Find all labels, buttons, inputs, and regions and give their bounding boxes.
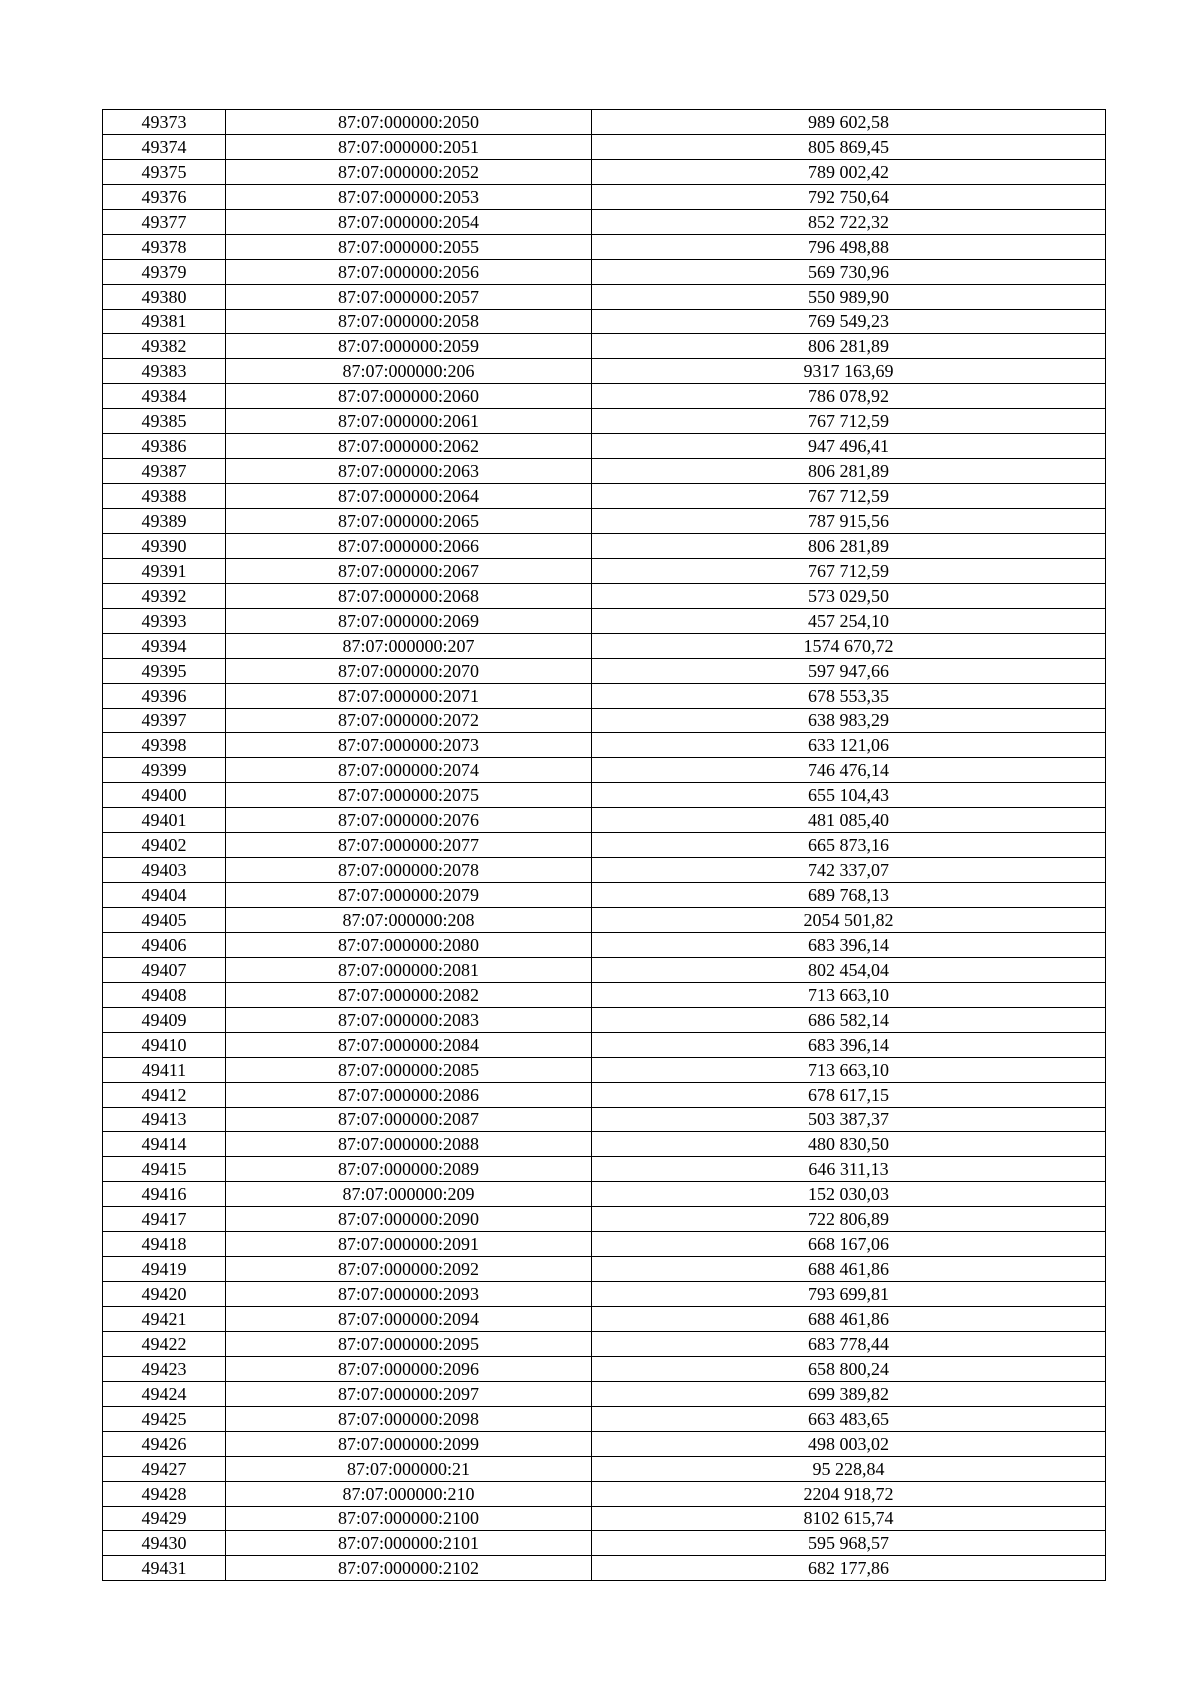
cadastral-number-cell: 87:07:000000:2052 <box>226 159 592 184</box>
cadastral-value-cell: 805 869,45 <box>592 134 1106 159</box>
cadastral-number-cell: 87:07:000000:2053 <box>226 184 592 209</box>
row-number-cell: 49398 <box>103 733 226 758</box>
row-number-cell: 49377 <box>103 209 226 234</box>
cadastral-value-cell: 806 281,89 <box>592 459 1106 484</box>
cadastral-value-cell: 686 582,14 <box>592 1007 1106 1032</box>
cadastral-number-cell: 87:07:000000:2101 <box>226 1531 592 1556</box>
cadastral-value-cell: 989 602,58 <box>592 110 1106 135</box>
table-row <box>103 309 1106 334</box>
cadastral-number-cell: 87:07:000000:2090 <box>226 1207 592 1232</box>
table-row <box>103 1381 1106 1406</box>
row-number-cell: 49414 <box>103 1132 226 1157</box>
cadastral-number-cell: 87:07:000000:2074 <box>226 758 592 783</box>
cadastral-value-cell: 713 663,10 <box>592 982 1106 1007</box>
row-number-cell: 49423 <box>103 1356 226 1381</box>
cadastral-value-cell: 699 389,82 <box>592 1381 1106 1406</box>
cadastral-value-cell: 767 712,59 <box>592 409 1106 434</box>
cadastral-value-cell: 569 730,96 <box>592 259 1106 284</box>
cadastral-value-cell: 786 078,92 <box>592 384 1106 409</box>
row-number-cell: 49380 <box>103 284 226 309</box>
cadastral-value-cell: 682 177,86 <box>592 1556 1106 1581</box>
cadastral-number-cell: 87:07:000000:2082 <box>226 982 592 1007</box>
cadastral-value-cell: 457 254,10 <box>592 608 1106 633</box>
table-row <box>103 110 1106 135</box>
table-row <box>103 484 1106 509</box>
table-row <box>103 434 1106 459</box>
table-row <box>103 1257 1106 1282</box>
cadastral-number-cell: 87:07:000000:2067 <box>226 558 592 583</box>
table-row <box>103 1331 1106 1356</box>
table-row <box>103 1431 1106 1456</box>
cadastral-number-cell: 87:07:000000:2073 <box>226 733 592 758</box>
row-number-cell: 49411 <box>103 1057 226 1082</box>
table-row <box>103 234 1106 259</box>
cadastral-number-cell: 87:07:000000:2083 <box>226 1007 592 1032</box>
table-row <box>103 1556 1106 1581</box>
row-number-cell: 49393 <box>103 608 226 633</box>
cadastral-value-cell: 688 461,86 <box>592 1257 1106 1282</box>
cadastral-value-cell: 792 750,64 <box>592 184 1106 209</box>
cadastral-value-cell: 481 085,40 <box>592 808 1106 833</box>
cadastral-value-cell: 796 498,88 <box>592 234 1106 259</box>
table-row <box>103 783 1106 808</box>
table-row <box>103 259 1106 284</box>
cadastral-number-cell: 87:07:000000:2080 <box>226 932 592 957</box>
table-row <box>103 459 1106 484</box>
cadastral-number-cell: 87:07:000000:2061 <box>226 409 592 434</box>
cadastral-number-cell: 87:07:000000:2095 <box>226 1331 592 1356</box>
cadastral-value-cell: 793 699,81 <box>592 1282 1106 1307</box>
table-row <box>103 1157 1106 1182</box>
cadastral-number-cell: 87:07:000000:2072 <box>226 708 592 733</box>
cadastral-value-cell: 742 337,07 <box>592 858 1106 883</box>
cadastral-number-cell: 87:07:000000:2087 <box>226 1107 592 1132</box>
cadastral-value-cell: 595 968,57 <box>592 1531 1106 1556</box>
cadastral-number-cell: 87:07:000000:2054 <box>226 209 592 234</box>
cadastral-value-cell: 498 003,02 <box>592 1431 1106 1456</box>
cadastral-number-cell: 87:07:000000:2051 <box>226 134 592 159</box>
table-row <box>103 1107 1106 1132</box>
cadastral-number-cell: 87:07:000000:2079 <box>226 883 592 908</box>
cadastral-number-cell: 87:07:000000:2060 <box>226 384 592 409</box>
table-row <box>103 209 1106 234</box>
cadastral-value-cell: 633 121,06 <box>592 733 1106 758</box>
cadastral-number-cell: 87:07:000000:2066 <box>226 533 592 558</box>
row-number-cell: 49408 <box>103 982 226 1007</box>
row-number-cell: 49395 <box>103 658 226 683</box>
cadastral-number-cell: 87:07:000000:2093 <box>226 1282 592 1307</box>
row-number-cell: 49379 <box>103 259 226 284</box>
cadastral-value-cell: 806 281,89 <box>592 533 1106 558</box>
table-row <box>103 533 1106 558</box>
cadastral-value-cell: 683 396,14 <box>592 1032 1106 1057</box>
row-number-cell: 49431 <box>103 1556 226 1581</box>
table-row <box>103 683 1106 708</box>
cadastral-number-cell: 87:07:000000:2059 <box>226 334 592 359</box>
row-number-cell: 49388 <box>103 484 226 509</box>
table-row <box>103 1356 1106 1381</box>
cadastral-value-cell: 668 167,06 <box>592 1232 1106 1257</box>
cadastral-value-cell: 663 483,65 <box>592 1406 1106 1431</box>
cadastral-number-cell: 87:07:000000:2068 <box>226 583 592 608</box>
cadastral-number-cell: 87:07:000000:2088 <box>226 1132 592 1157</box>
cadastral-value-cell: 688 461,86 <box>592 1307 1106 1332</box>
row-number-cell: 49396 <box>103 683 226 708</box>
row-number-cell: 49394 <box>103 633 226 658</box>
cadastral-number-cell: 87:07:000000:2086 <box>226 1082 592 1107</box>
cadastral-number-cell: 87:07:000000:2085 <box>226 1057 592 1082</box>
cadastral-value-cell: 646 311,13 <box>592 1157 1106 1182</box>
cadastral-number-cell: 87:07:000000:2056 <box>226 259 592 284</box>
cadastral-value-cell: 638 983,29 <box>592 708 1106 733</box>
cadastral-value-cell: 769 549,23 <box>592 309 1106 334</box>
cadastral-number-cell: 87:07:000000:207 <box>226 633 592 658</box>
cadastral-value-cell: 152 030,03 <box>592 1182 1106 1207</box>
cadastral-number-cell: 87:07:000000:2064 <box>226 484 592 509</box>
cadastral-value-cell: 665 873,16 <box>592 833 1106 858</box>
cadastral-number-cell: 87:07:000000:2099 <box>226 1431 592 1456</box>
table-row <box>103 833 1106 858</box>
cadastral-value-cell: 713 663,10 <box>592 1057 1106 1082</box>
table-row <box>103 982 1106 1007</box>
row-number-cell: 49409 <box>103 1007 226 1032</box>
table-row <box>103 708 1106 733</box>
cadastral-value-cell: 480 830,50 <box>592 1132 1106 1157</box>
cadastral-number-cell: 87:07:000000:2070 <box>226 658 592 683</box>
table-row <box>103 134 1106 159</box>
cadastral-number-cell: 87:07:000000:2084 <box>226 1032 592 1057</box>
table-row <box>103 583 1106 608</box>
cadastral-value-cell: 573 029,50 <box>592 583 1106 608</box>
row-number-cell: 49390 <box>103 533 226 558</box>
row-number-cell: 49378 <box>103 234 226 259</box>
cadastral-number-cell: 87:07:000000:2069 <box>226 608 592 633</box>
cadastral-value-cell: 789 002,42 <box>592 159 1106 184</box>
cadastral-value-cell: 2204 918,72 <box>592 1481 1106 1506</box>
row-number-cell: 49420 <box>103 1282 226 1307</box>
row-number-cell: 49430 <box>103 1531 226 1556</box>
cadastral-value-cell: 678 553,35 <box>592 683 1106 708</box>
cadastral-number-cell: 87:07:000000:2089 <box>226 1157 592 1182</box>
cadastral-value-cell: 689 768,13 <box>592 883 1106 908</box>
row-number-cell: 49385 <box>103 409 226 434</box>
table-row <box>103 957 1106 982</box>
table-row <box>103 1506 1106 1531</box>
cadastral-number-cell: 87:07:000000:2057 <box>226 284 592 309</box>
table-row <box>103 908 1106 933</box>
cadastral-value-cell: 683 778,44 <box>592 1331 1106 1356</box>
table-row <box>103 1456 1106 1481</box>
cadastral-number-cell: 87:07:000000:21 <box>226 1456 592 1481</box>
cadastral-value-cell: 8102 615,74 <box>592 1506 1106 1531</box>
table-row <box>103 1481 1106 1506</box>
cadastral-number-cell: 87:07:000000:2063 <box>226 459 592 484</box>
row-number-cell: 49425 <box>103 1406 226 1431</box>
table-row <box>103 1132 1106 1157</box>
row-number-cell: 49375 <box>103 159 226 184</box>
cadastral-number-cell: 87:07:000000:2075 <box>226 783 592 808</box>
cadastral-number-cell: 87:07:000000:2097 <box>226 1381 592 1406</box>
row-number-cell: 49428 <box>103 1481 226 1506</box>
table-row <box>103 733 1106 758</box>
row-number-cell: 49429 <box>103 1506 226 1531</box>
row-number-cell: 49427 <box>103 1456 226 1481</box>
row-number-cell: 49387 <box>103 459 226 484</box>
table-row <box>103 409 1106 434</box>
row-number-cell: 49424 <box>103 1381 226 1406</box>
table-row <box>103 633 1106 658</box>
table-row <box>103 284 1106 309</box>
cadastral-value-cell: 655 104,43 <box>592 783 1106 808</box>
row-number-cell: 49374 <box>103 134 226 159</box>
row-number-cell: 49373 <box>103 110 226 135</box>
cadastral-value-cell: 1574 670,72 <box>592 633 1106 658</box>
cadastral-value-cell: 802 454,04 <box>592 957 1106 982</box>
row-number-cell: 49391 <box>103 558 226 583</box>
cadastral-number-cell: 87:07:000000:2065 <box>226 509 592 534</box>
row-number-cell: 49415 <box>103 1157 226 1182</box>
row-number-cell: 49397 <box>103 708 226 733</box>
row-number-cell: 49418 <box>103 1232 226 1257</box>
table-row <box>103 1406 1106 1431</box>
cadastral-value-cell: 746 476,14 <box>592 758 1106 783</box>
cadastral-number-cell: 87:07:000000:2055 <box>226 234 592 259</box>
cadastral-value-cell: 597 947,66 <box>592 658 1106 683</box>
row-number-cell: 49422 <box>103 1331 226 1356</box>
table-row <box>103 334 1106 359</box>
table-row <box>103 1531 1106 1556</box>
cadastral-value-cell: 947 496,41 <box>592 434 1106 459</box>
cadastral-value-cell: 678 617,15 <box>592 1082 1106 1107</box>
cadastral-value-cell: 722 806,89 <box>592 1207 1106 1232</box>
cadastral-number-cell: 87:07:000000:206 <box>226 359 592 384</box>
cadastral-value-table <box>102 109 1106 1581</box>
cadastral-value-cell: 503 387,37 <box>592 1107 1106 1132</box>
table-row <box>103 1207 1106 1232</box>
table-row <box>103 1307 1106 1332</box>
row-number-cell: 49376 <box>103 184 226 209</box>
table-row <box>103 808 1106 833</box>
cadastral-number-cell: 87:07:000000:2071 <box>226 683 592 708</box>
row-number-cell: 49417 <box>103 1207 226 1232</box>
cadastral-number-cell: 87:07:000000:2100 <box>226 1506 592 1531</box>
cadastral-value-cell: 683 396,14 <box>592 932 1106 957</box>
cadastral-value-cell: 550 989,90 <box>592 284 1106 309</box>
cadastral-value-cell: 806 281,89 <box>592 334 1106 359</box>
cadastral-number-cell: 87:07:000000:2102 <box>226 1556 592 1581</box>
cadastral-number-cell: 87:07:000000:208 <box>226 908 592 933</box>
cadastral-number-cell: 87:07:000000:2092 <box>226 1257 592 1282</box>
row-number-cell: 49403 <box>103 858 226 883</box>
table-row <box>103 184 1106 209</box>
row-number-cell: 49413 <box>103 1107 226 1132</box>
row-number-cell: 49381 <box>103 309 226 334</box>
row-number-cell: 49383 <box>103 359 226 384</box>
table-row <box>103 1007 1106 1032</box>
cadastral-number-cell: 87:07:000000:2098 <box>226 1406 592 1431</box>
row-number-cell: 49426 <box>103 1431 226 1456</box>
cadastral-number-cell: 87:07:000000:2077 <box>226 833 592 858</box>
row-number-cell: 49412 <box>103 1082 226 1107</box>
row-number-cell: 49405 <box>103 908 226 933</box>
cadastral-value-cell: 852 722,32 <box>592 209 1106 234</box>
table-row <box>103 658 1106 683</box>
row-number-cell: 49406 <box>103 932 226 957</box>
table-body <box>103 110 1106 1581</box>
cadastral-value-cell: 9317 163,69 <box>592 359 1106 384</box>
table-row <box>103 758 1106 783</box>
row-number-cell: 49392 <box>103 583 226 608</box>
cadastral-value-cell: 95 228,84 <box>592 1456 1106 1481</box>
cadastral-number-cell: 87:07:000000:2058 <box>226 309 592 334</box>
cadastral-number-cell: 87:07:000000:210 <box>226 1481 592 1506</box>
cadastral-number-cell: 87:07:000000:2091 <box>226 1232 592 1257</box>
cadastral-number-cell: 87:07:000000:2076 <box>226 808 592 833</box>
table-row <box>103 1032 1106 1057</box>
row-number-cell: 49400 <box>103 783 226 808</box>
table-row <box>103 509 1106 534</box>
row-number-cell: 49407 <box>103 957 226 982</box>
cadastral-number-cell: 87:07:000000:2062 <box>226 434 592 459</box>
row-number-cell: 49416 <box>103 1182 226 1207</box>
table-row <box>103 1232 1106 1257</box>
table-row <box>103 384 1106 409</box>
row-number-cell: 49384 <box>103 384 226 409</box>
cadastral-number-cell: 87:07:000000:209 <box>226 1182 592 1207</box>
row-number-cell: 49404 <box>103 883 226 908</box>
cadastral-value-cell: 658 800,24 <box>592 1356 1106 1381</box>
row-number-cell: 49386 <box>103 434 226 459</box>
table-row <box>103 858 1106 883</box>
row-number-cell: 49421 <box>103 1307 226 1332</box>
row-number-cell: 49401 <box>103 808 226 833</box>
row-number-cell: 49399 <box>103 758 226 783</box>
table-row <box>103 1082 1106 1107</box>
table-row <box>103 558 1106 583</box>
table-row <box>103 159 1106 184</box>
cadastral-value-cell: 787 915,56 <box>592 509 1106 534</box>
table-row <box>103 883 1106 908</box>
cadastral-value-cell: 767 712,59 <box>592 484 1106 509</box>
row-number-cell: 49402 <box>103 833 226 858</box>
row-number-cell: 49382 <box>103 334 226 359</box>
cadastral-number-cell: 87:07:000000:2094 <box>226 1307 592 1332</box>
cadastral-value-cell: 767 712,59 <box>592 558 1106 583</box>
row-number-cell: 49410 <box>103 1032 226 1057</box>
cadastral-number-cell: 87:07:000000:2096 <box>226 1356 592 1381</box>
row-number-cell: 49419 <box>103 1257 226 1282</box>
table-row <box>103 608 1106 633</box>
cadastral-value-cell: 2054 501,82 <box>592 908 1106 933</box>
table-row <box>103 1282 1106 1307</box>
table-row <box>103 1057 1106 1082</box>
table-row <box>103 932 1106 957</box>
cadastral-number-cell: 87:07:000000:2050 <box>226 110 592 135</box>
table-row <box>103 1182 1106 1207</box>
table-row <box>103 359 1106 384</box>
cadastral-number-cell: 87:07:000000:2078 <box>226 858 592 883</box>
cadastral-number-cell: 87:07:000000:2081 <box>226 957 592 982</box>
row-number-cell: 49389 <box>103 509 226 534</box>
